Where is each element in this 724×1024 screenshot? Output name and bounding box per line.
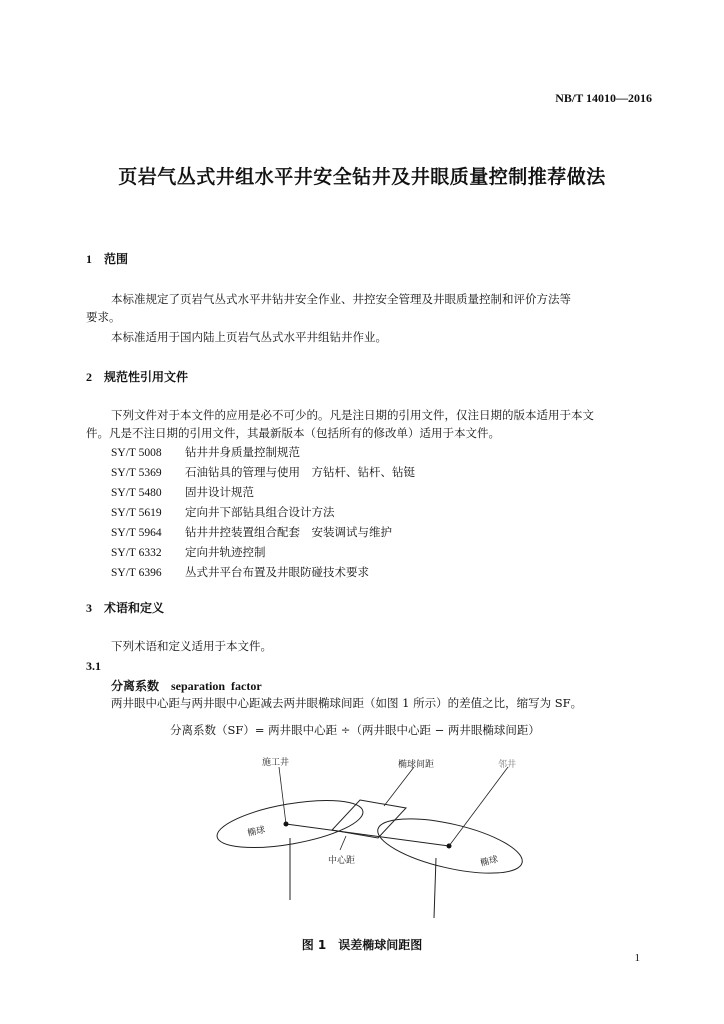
reference-title: 丛式井平台布置及井眼防碰技术要求 (185, 565, 369, 579)
adjacent-well-leader (449, 767, 508, 846)
label-adjacent-well: 邻井 (498, 760, 517, 770)
reference-title: 钻井井身质量控制规范 (185, 445, 300, 459)
section-title: 范围 (104, 252, 129, 266)
label-right-ellipsoid: 椭球 (479, 854, 500, 869)
section-number: 3 (86, 601, 92, 615)
reference-title: 定向井下部钻具组合设计方法 (185, 505, 335, 519)
adjacent-well-trace (434, 858, 436, 918)
reference-code: SY/T 5369 (111, 467, 162, 479)
ellipsoid-gap-leader (384, 767, 414, 806)
reference-code: SY/T 5619 (111, 507, 162, 519)
term-definition: 两井眼中心距与两井眼中心距减去两井眼椭球间距（如图 1 所示）的差值之比，缩写为 SF。 (111, 696, 583, 710)
label-center-distance: 中心距 (328, 856, 356, 866)
document-title: 页岩气丛式井组水平井安全钻井及井眼质量控制推荐做法 (118, 166, 606, 188)
page-number: 1 (634, 952, 640, 964)
term-number: 3.1 (86, 659, 101, 673)
term-english: separation factor (171, 679, 262, 693)
ellipsoid-gap-plane (332, 800, 406, 838)
scope-paragraph-2: 本标准适用于国内陆上页岩气丛式水平井组钻井作业。 (111, 330, 387, 344)
label-left-ellipsoid: 椭球 (246, 825, 267, 839)
reference-code: SY/T 6332 (111, 547, 162, 559)
term-chinese: 分离系数 (111, 679, 160, 693)
standard-code: NB/T 14010—2016 (555, 91, 652, 105)
reference-title: 定向井轨迹控制 (185, 545, 266, 559)
reference-title: 固井设计规范 (185, 485, 254, 499)
figure-caption: 图 1 误差椭球间距图 (301, 938, 423, 952)
reference-title: 石油钻具的管理与使用 方钻杆、钻杆、钻铤 (185, 465, 415, 479)
construction-well-leader (279, 767, 286, 824)
reference-code: SY/T 5480 (111, 487, 162, 499)
scope-paragraph-1-line-2: 要求。 (86, 310, 121, 324)
reference-code: SY/T 5008 (111, 447, 162, 459)
label-ellipsoid-gap: 椭球间距 (398, 760, 435, 770)
label-construction-well: 施工井 (262, 758, 290, 768)
section-number: 2 (86, 370, 92, 384)
scope-paragraph-1-line-1: 本标准规定了页岩气丛式水平井钻井安全作业、井控安全管理及井眼质量控制和评价方法等 (111, 292, 571, 306)
references-intro-line-1: 下列文件对于本文件的应用是必不可少的。凡是注日期的引用文件，仅注日期的版本适用于本文 (111, 408, 594, 422)
terms-intro: 下列术语和定义适用于本文件。 (111, 639, 272, 653)
reference-code: SY/T 5964 (111, 527, 162, 539)
sf-formula: 分离系数（SF）= 两井眼中心距 ÷（两井眼中心距 − 两井眼椭球间距） (170, 723, 540, 737)
references-intro-line-2: 件。凡是不注日期的引用文件，其最新版本（包括所有的修改单）适用于本文件。 (86, 426, 500, 440)
section-number: 1 (86, 252, 92, 266)
reference-title: 钻井井控装置组合配套 安装调试与维护 (185, 525, 392, 539)
section-title: 规范性引用文件 (104, 370, 189, 384)
reference-code: SY/T 6396 (111, 567, 162, 579)
section-title: 术语和定义 (104, 601, 165, 615)
center-distance-leader (340, 836, 346, 850)
center-distance-line (286, 824, 449, 846)
